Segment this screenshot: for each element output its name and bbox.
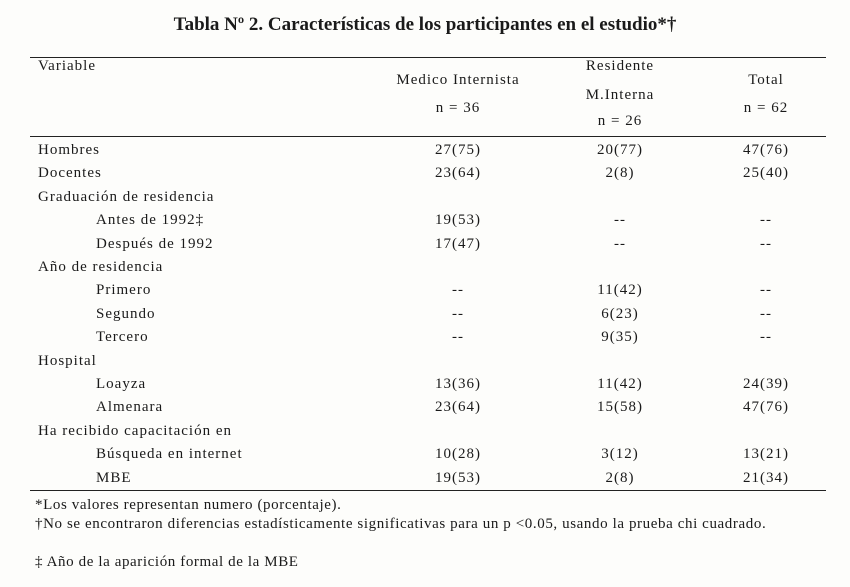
cell-residente: 11(42) [597,376,643,392]
cell-total: -- [760,329,772,345]
cell-medico: -- [452,329,464,345]
header-residente-title: Residente [585,58,655,74]
row-label: Primero [96,282,152,298]
row-label: Loayza [96,376,147,392]
cell-residente: -- [614,212,626,228]
cell-total: -- [760,212,772,228]
cell-medico: -- [452,282,464,298]
header-variable: Variable [38,58,96,74]
cell-medico: 27(75) [435,142,481,158]
footnote-values: *Los valores representan numero (porcentaje). [35,497,342,513]
cell-total: -- [760,282,772,298]
row-label: Docentes [38,165,102,181]
cell-residente: 11(42) [597,282,643,298]
cell-residente: 2(8) [605,165,635,181]
header-total-title: Total [748,72,784,88]
header-medico-title: Medico Internista [396,72,520,88]
cell-residente: 9(35) [601,329,639,345]
bottom-rule [30,490,826,491]
cell-total: 21(34) [743,470,789,486]
row-label: Hombres [38,142,100,158]
cell-residente: 6(23) [601,306,639,322]
cell-total: 47(76) [743,399,789,415]
cell-medico: 23(64) [435,399,481,415]
header-rule [30,136,826,137]
row-label: Almenara [96,399,164,415]
cell-total: 25(40) [743,165,789,181]
cell-residente: 2(8) [605,470,635,486]
header-total-n: n = 62 [743,100,789,116]
cell-medico: 10(28) [435,446,481,462]
header-residente-n: n = 26 [597,113,643,129]
row-label: Año de residencia [38,259,164,275]
footnote-mbe: ‡ Año de la aparición formal de la MBE [35,554,299,570]
table-title: Tabla Nº 2. Características de los participantes en el estudio*† [173,14,677,35]
cell-medico: -- [452,306,464,322]
row-label: Tercero [96,329,149,345]
cell-residente: 15(58) [597,399,643,415]
row-label: Búsqueda en internet [96,446,243,462]
cell-medico: 17(47) [435,236,481,252]
cell-medico: 19(53) [435,212,481,228]
row-label: MBE [96,470,132,486]
cell-medico: 23(64) [435,165,481,181]
cell-total: 47(76) [743,142,789,158]
top-rule [30,57,826,58]
cell-medico: 13(36) [435,376,481,392]
cell-medico: 19(53) [435,470,481,486]
footnote-significance: †No se encontraron diferencias estadísticamente significativas para un p <0.05, usando la prueba chi cuadrado. [35,516,767,532]
row-label: Hospital [38,353,97,369]
cell-residente: -- [614,236,626,252]
cell-total: 13(21) [743,446,789,462]
row-label: Graduación de residencia [38,189,215,205]
cell-total: 24(39) [743,376,789,392]
header-medico-n: n = 36 [435,100,481,116]
row-label: Segundo [96,306,156,322]
cell-residente: 3(12) [601,446,639,462]
row-label: Ha recibido capacitación en [38,423,232,439]
cell-total: -- [760,306,772,322]
cell-total: -- [760,236,772,252]
row-label: Después de 1992 [96,236,214,252]
cell-residente: 20(77) [597,142,643,158]
row-label: Antes de 1992‡ [96,212,205,228]
header-residente-subtitle: M.Interna [585,87,655,103]
